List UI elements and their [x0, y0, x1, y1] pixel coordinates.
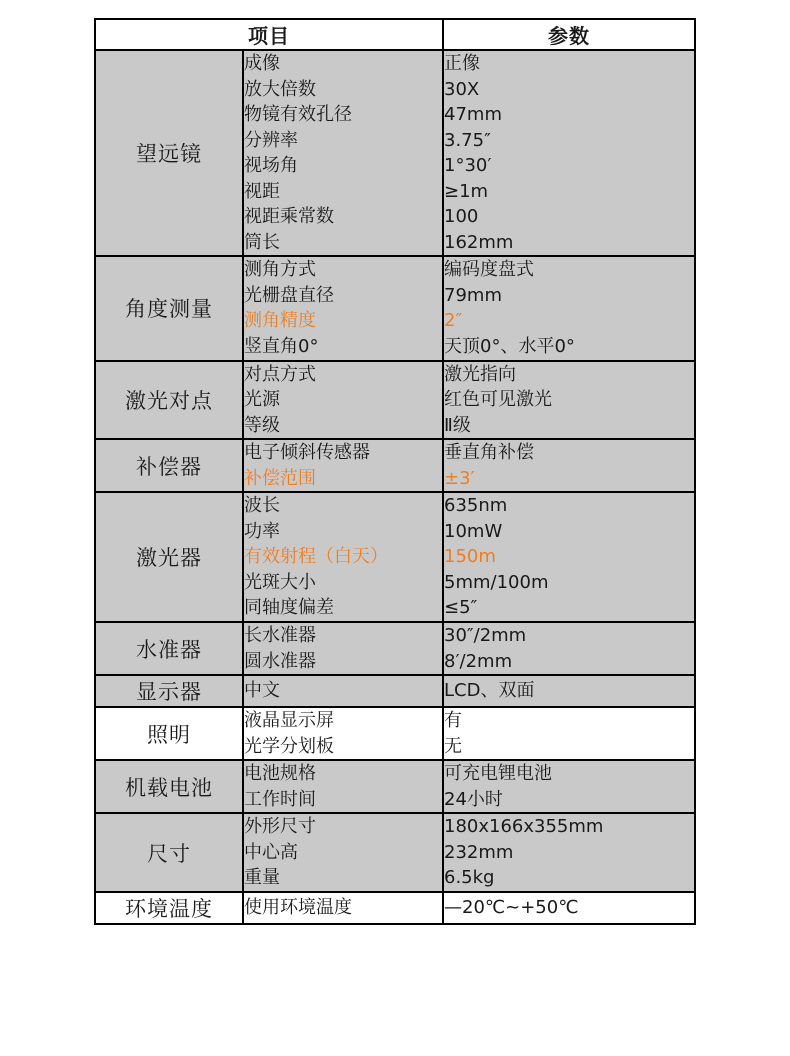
- item-value: 天顶0°、水平0°: [444, 336, 575, 358]
- item-name-cell: [243, 361, 443, 440]
- item-value-cell: [443, 675, 695, 707]
- table-row: [95, 256, 695, 360]
- item-name: 视距乘常数: [244, 206, 334, 228]
- item-value: 可充电锂电池: [444, 763, 552, 785]
- item-value-cell: [443, 439, 695, 492]
- item-name-cell: [243, 760, 443, 813]
- item-value-cell: [443, 50, 695, 256]
- item-name: 对点方式: [244, 363, 316, 385]
- item-value: 6.5kg: [444, 867, 495, 889]
- item-value-cell: [443, 760, 695, 813]
- table-header-row: [95, 19, 695, 50]
- item-value: 3.75″: [444, 129, 491, 151]
- category-cell: 角度测量: [95, 256, 243, 360]
- item-name: 中心高: [244, 841, 298, 863]
- table-row: [95, 439, 695, 492]
- item-value-cell: [443, 622, 695, 675]
- item-value: 垂直角补偿: [444, 442, 534, 464]
- item-value: 30X: [444, 78, 480, 100]
- column-header-item: 项目: [95, 19, 443, 50]
- table-row: [95, 892, 695, 924]
- item-name: 圆水准器: [244, 650, 316, 672]
- table-body: [95, 50, 695, 924]
- item-value: 激光指向: [444, 363, 516, 385]
- item-value: 无: [444, 735, 462, 757]
- item-name-cell: [243, 675, 443, 707]
- item-value-cell: [443, 707, 695, 760]
- table-row: [95, 675, 695, 707]
- item-name: 物镜有效孔径: [244, 104, 352, 126]
- category-cell: 机载电池: [95, 760, 243, 813]
- item-value: 红色可见激光: [444, 389, 552, 411]
- item-name: 中文: [244, 680, 280, 702]
- item-value: —20℃~+50℃: [444, 897, 579, 919]
- category-cell: 激光器: [95, 492, 243, 622]
- item-name: 工作时间: [244, 788, 316, 810]
- item-name: 分辨率: [244, 129, 298, 151]
- item-value-cell: [443, 256, 695, 360]
- table-row: [95, 50, 695, 256]
- item-value: 162mm: [444, 231, 514, 253]
- item-name: 同轴度偏差: [244, 597, 334, 619]
- item-name-cell: [243, 813, 443, 892]
- item-name-cell: [243, 622, 443, 675]
- item-name: 电池规格: [244, 763, 316, 785]
- table-row: [95, 492, 695, 622]
- table-row: [95, 361, 695, 440]
- item-value: 635nm: [444, 495, 508, 517]
- category-cell: 尺寸: [95, 813, 243, 892]
- item-value: 100: [444, 206, 479, 228]
- item-name: 补偿范围: [244, 467, 316, 489]
- item-name: 光学分划板: [244, 735, 334, 757]
- category-cell: 环境温度: [95, 892, 243, 924]
- category-cell: 望远镜: [95, 50, 243, 256]
- item-value: 47mm: [444, 104, 502, 126]
- item-value: LCD、双面: [444, 680, 535, 702]
- item-name-cell: [243, 492, 443, 622]
- table-head: [95, 19, 695, 50]
- item-value: 150m: [444, 546, 496, 568]
- item-value: 180x166x355mm: [444, 816, 604, 838]
- item-name: 光源: [244, 389, 280, 411]
- item-value: 编码度盘式: [444, 259, 534, 281]
- item-value: Ⅱ级: [444, 414, 471, 436]
- item-value: 232mm: [444, 841, 514, 863]
- specification-table: [94, 18, 696, 925]
- item-name: 使用环境温度: [244, 897, 352, 919]
- table-row: [95, 622, 695, 675]
- item-name: 波长: [244, 495, 280, 517]
- item-name: 液晶显示屏: [244, 710, 334, 732]
- item-name-cell: [243, 256, 443, 360]
- item-name: 长水准器: [244, 625, 316, 647]
- item-name: 光斑大小: [244, 571, 316, 593]
- item-name: 重量: [244, 867, 280, 889]
- item-value: 2″: [444, 310, 463, 332]
- item-value: 5mm/100m: [444, 571, 549, 593]
- category-cell: 照明: [95, 707, 243, 760]
- item-name: 光栅盘直径: [244, 284, 334, 306]
- table-row: [95, 813, 695, 892]
- item-value: 30″/2mm: [444, 625, 527, 647]
- item-name: 等级: [244, 414, 280, 436]
- item-name-cell: [243, 50, 443, 256]
- item-value: 24小时: [444, 788, 503, 810]
- item-value: ±3′: [444, 467, 475, 489]
- item-name: 有效射程（白天）: [244, 546, 388, 568]
- category-cell: 显示器: [95, 675, 243, 707]
- item-name-cell: [243, 707, 443, 760]
- item-name: 竖直角0°: [244, 336, 319, 358]
- item-name: 成像: [244, 53, 280, 74]
- column-header-parameter: 参数: [443, 19, 695, 50]
- item-value: 8′/2mm: [444, 650, 513, 672]
- item-value-cell: [443, 361, 695, 440]
- category-cell: 激光对点: [95, 361, 243, 440]
- item-name: 测角精度: [244, 310, 316, 332]
- item-name: 筒长: [244, 231, 280, 253]
- item-name: 测角方式: [244, 259, 316, 281]
- category-cell: 水准器: [95, 622, 243, 675]
- category-cell: 补偿器: [95, 439, 243, 492]
- item-name-cell: [243, 439, 443, 492]
- item-value-cell: [443, 492, 695, 622]
- item-value-cell: [443, 892, 695, 924]
- table-row: [95, 707, 695, 760]
- item-value: 10mW: [444, 520, 503, 542]
- item-value: 有: [444, 710, 462, 732]
- item-name: 放大倍数: [244, 78, 316, 100]
- item-name: 外形尺寸: [244, 816, 316, 838]
- item-name: 电子倾斜传感器: [244, 442, 370, 464]
- table-row: [95, 760, 695, 813]
- item-value-cell: [443, 813, 695, 892]
- item-value: ≥1m: [444, 180, 489, 202]
- item-name: 视距: [244, 180, 280, 202]
- item-value: 正像: [444, 53, 480, 74]
- item-value: 1°30′: [444, 155, 492, 177]
- item-value: ≤5″: [444, 597, 478, 619]
- item-value: 79mm: [444, 284, 502, 306]
- item-name-cell: [243, 892, 443, 924]
- item-name: 功率: [244, 520, 280, 542]
- item-name: 视场角: [244, 155, 298, 177]
